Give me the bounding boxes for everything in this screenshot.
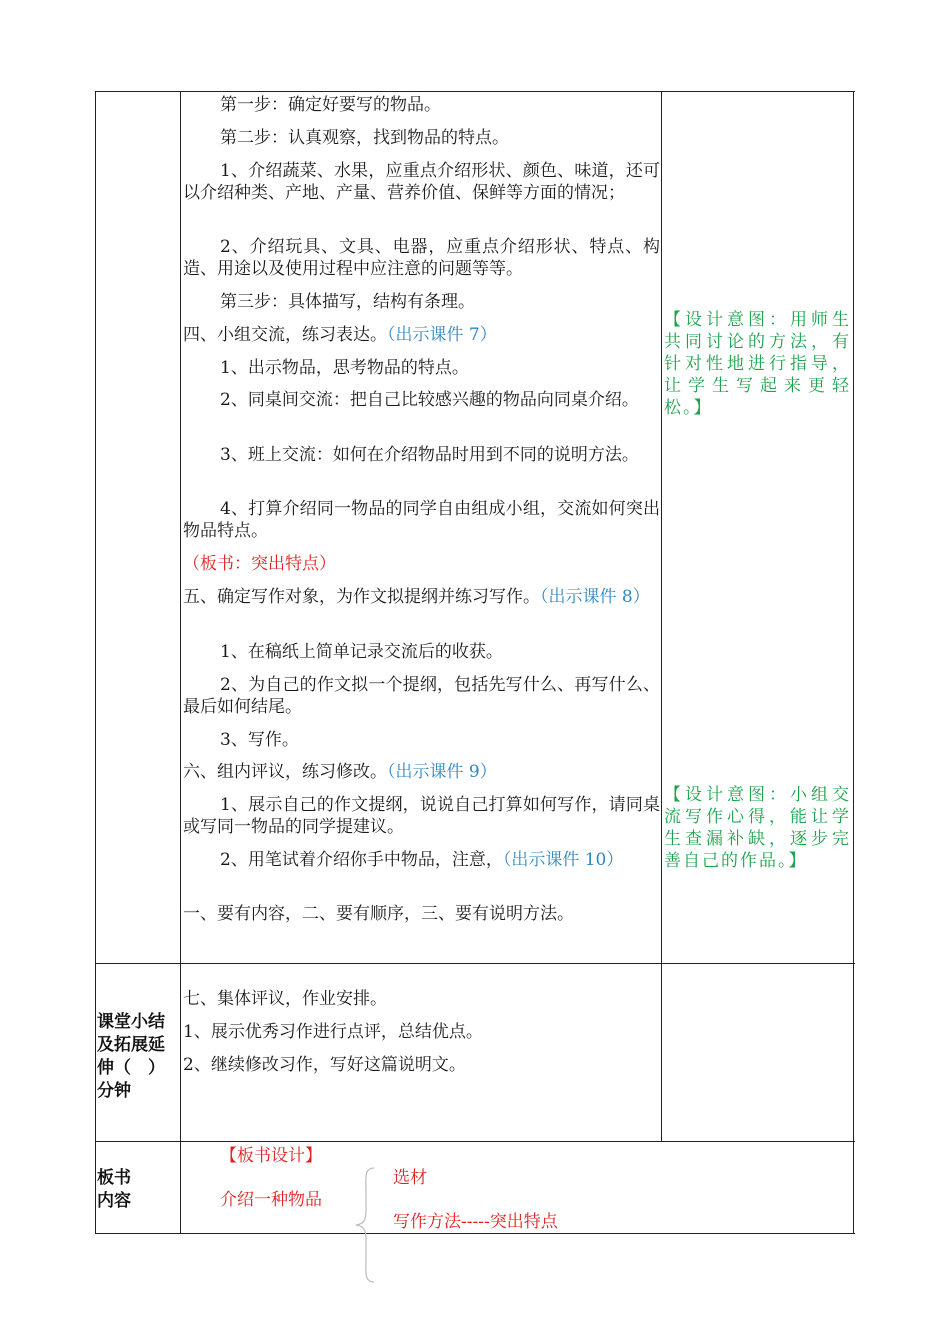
section-6-item-2-text: 2、用笔试着介绍你手中物品，注意，	[220, 850, 503, 870]
table-left-border	[95, 91, 96, 1234]
board-heading: 【板书设计】	[220, 1146, 322, 1166]
section-6-title	[183, 761, 497, 783]
row-divider-2	[95, 1141, 855, 1142]
board-label: 板书内容	[97, 1168, 131, 1211]
item-1: 1、介绍蔬菜、水果，应重点介绍形状、颜色、味道，还可以介绍种类、产地、产量、营养价值、保鲜等方面的情况；	[183, 161, 660, 203]
section-4-item-1: 1、出示物品，思考物品的特点。	[220, 358, 469, 378]
section-4-title-text: 四、小组交流，练习表达。	[183, 325, 387, 345]
summary-line-1: 七、集体评议，作业安排。	[183, 989, 387, 1009]
design-intent-1: 【设计意图：用师生共同讨论的方法，有针对性地进行指导，让学生写起来更轻松。】	[664, 310, 851, 418]
step-1: 第一步：确定好要写的物品。	[220, 95, 441, 115]
section-4-item-3: 3、班上交流：如何在介绍物品时用到不同的说明方法。	[220, 445, 639, 465]
summary-label: 课堂小结及拓展延伸（ ）分钟	[97, 1012, 165, 1101]
board-note: （板书：突出特点）	[183, 554, 336, 574]
table-bottom-border	[95, 1233, 855, 1234]
table-top-border	[95, 91, 855, 92]
section-5-title	[183, 586, 660, 608]
board-branch-method: 写作方法-----突出特点	[393, 1212, 558, 1232]
section-6-title-text: 六、组内评议，练习修改。	[183, 762, 387, 782]
section-5-item-1: 1、在稿纸上简单记录交流后的收获。	[220, 642, 503, 662]
section-5-title-text: 五、确定写作对象，为作文拟提纲并练习写作。	[183, 587, 540, 607]
board-branch-selection: 选材	[393, 1168, 427, 1188]
section-6-courseware: （出示课件 9）	[387, 762, 497, 782]
section-4-item-4: 4、打算介绍同一物品的同学自由组成小组，交流如何突出物品特点。	[183, 499, 660, 541]
section-5-item-3: 3、写作。	[220, 730, 299, 750]
board-topic: 介绍一种物品	[220, 1190, 322, 1210]
section-5-courseware: （出示课件 8）	[540, 587, 650, 607]
section-5-item-2: 2、为自己的作文拟一个提纲，包括先写什么、再写什么、最后如何结尾。	[183, 675, 660, 717]
section-4-item-2: 2、同桌间交流：把自己比较感兴趣的物品向同桌介绍。	[220, 390, 639, 410]
section-6-rule: 一、要有内容，二、要有顺序，三、要有说明方法。	[183, 904, 574, 924]
section-6-item-1: 1、展示自己的作文提纲，说说自己打算如何写作，请同桌或写同一物品的同学提建议。	[183, 795, 660, 837]
section-4-courseware: （出示课件 7）	[387, 325, 497, 345]
item-2: 2、介绍玩具、文具、电器，应重点介绍形状、特点、构造、用途以及使用过程中应注意的问题等等。	[183, 237, 660, 279]
section-4-title	[183, 324, 497, 346]
section-6-item-2	[183, 849, 660, 871]
intent-column-divider	[661, 91, 662, 1142]
summary-line-2: 1、展示优秀习作进行点评，总结优点。	[183, 1022, 483, 1042]
step-3: 第三步：具体描写，结构有条理。	[220, 292, 475, 312]
row-divider-1	[95, 963, 855, 964]
table-right-border	[853, 91, 854, 1234]
step-2: 第二步：认真观察，找到物品的特点。	[220, 128, 509, 148]
label-column-divider	[180, 91, 181, 1234]
design-intent-2: 【设计意图：小组交流写作心得，能让学生查漏补缺，逐步完善自己的作品。】	[664, 785, 851, 871]
section-6-courseware-2: （出示课件 10）	[502, 850, 624, 870]
curly-brace	[352, 1166, 376, 1284]
summary-line-3: 2、继续修改习作，写好这篇说明文。	[183, 1055, 466, 1075]
